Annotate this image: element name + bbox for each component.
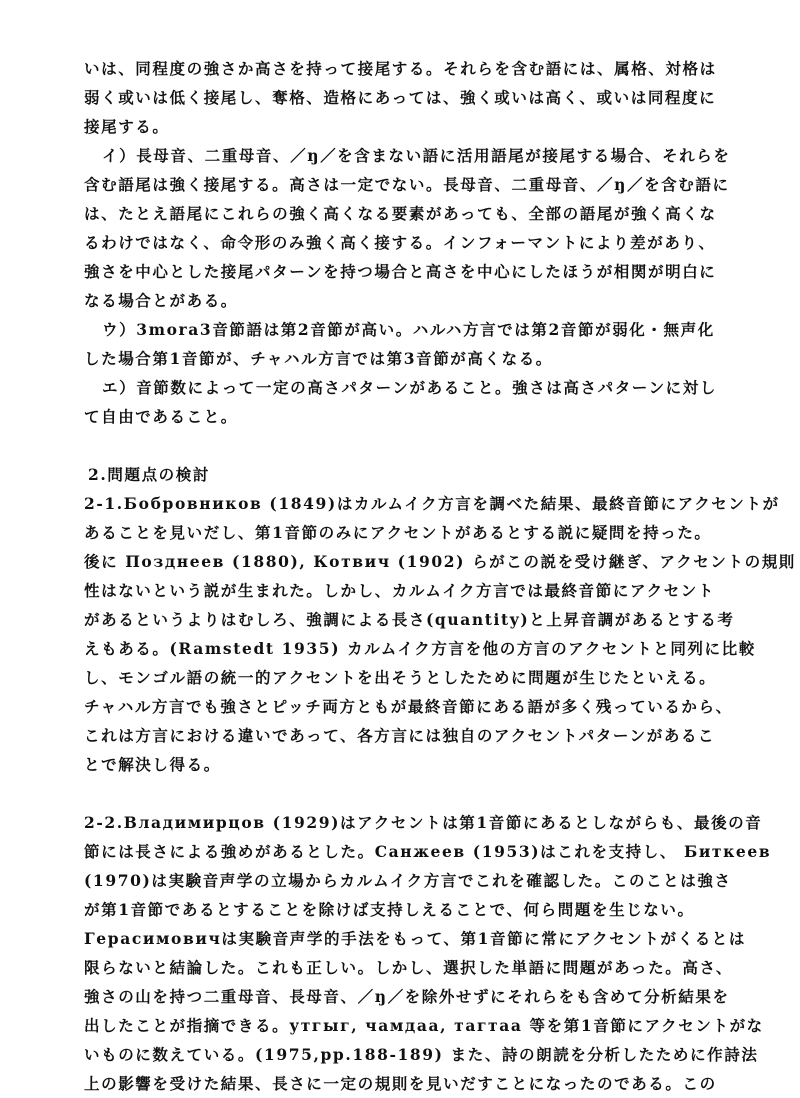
- spacer: [84, 779, 784, 808]
- text-line: チャハル方言でも強さとピッチ両方ともが最終音節にある語が多く残っているから、: [84, 697, 733, 716]
- spacer: [84, 431, 784, 460]
- text-line: えもある。(Ramstedt 1935) カルムイク方言を他の方言のアクセントと同列に比較: [84, 639, 756, 658]
- text-line: 接尾する。: [84, 117, 170, 136]
- text-line: あることを見いだし、第1音節のみにアクセントがあるとする説に疑問を持った。: [84, 523, 712, 542]
- text-line: 節には長さによる強めがあるとした。Санжеев (1953)はこれを支持し、 Биткеев: [84, 842, 772, 861]
- text-line: イ）長母音、二重母音、／ŋ／を含まない語に活用語尾が接尾する場合、それらを: [102, 146, 731, 165]
- text-line: とで解決し得る。: [84, 755, 221, 774]
- text-line: なる場合とがある。: [84, 291, 238, 310]
- text-line: は、たとえ語尾にこれらの強く高くなる要素があっても、全部の語尾が強く高くな: [84, 204, 717, 223]
- section-heading: 2.問題点の検討: [88, 465, 210, 484]
- text-line: 弱く或いは低く接尾し、奪格、造格にあっては、強く或いは高く、或いは同程度に: [84, 88, 717, 107]
- text-line: いものに数えている。(1975,pp.188-189) また、詩の朗読を分析したために作詩法: [84, 1045, 759, 1064]
- section-2-2-paragraph: [84, 808, 784, 1098]
- text-line: した場合第1音節が、チャハル方言では第3音節が高くなる。: [84, 349, 553, 368]
- text-line: て自由であること。: [84, 407, 238, 426]
- item-u-paragraph: [84, 315, 784, 373]
- text-line: 出したことが指摘できる。утгыг, чамдаа, тагтаа 等を第1音節にアクセントがな: [84, 1016, 764, 1035]
- text-line: 上の影響を受けた結果、長さに一定の規則を見いだすことになったのである。この: [84, 1074, 717, 1093]
- text-line: 限らないと結論した。これも正しい。しかし、選択した単語に問題があった。高さ、: [84, 958, 734, 977]
- text-line: Герасимовичは実験音声学的手法をもって、第1音節に常にアクセントがくるとは: [84, 929, 747, 948]
- text-line: し、モンゴル語の統一的アクセントを出そうとしたために問題が生じたといえる。: [84, 668, 717, 687]
- text-line: 性はないという説が生まれた。しかし、カルムイク方言では最終音節にアクセント: [84, 581, 715, 600]
- text-line: これは方言における違いであって、各方言には独自のアクセントパターンがあるこ: [84, 726, 716, 745]
- item-i-paragraph: [84, 141, 784, 315]
- text-line: があるというよりはむしろ、強調による長さ(quantity)と上昇音調があるとする考: [84, 610, 735, 629]
- text-line: 後に Позднеев (1880), Котвич (1902) らがこの説を受け継ぎ、アクセントの規則: [84, 552, 796, 571]
- text-line: 2-2.Владимирцов (1929)はアクセントは第1音節にあるとしながらも、最後の音: [84, 813, 763, 832]
- text-line: 含む語尾は強く接尾する。高さは一定でない。長母音、二重母音、／ŋ／を含む語に: [84, 175, 730, 194]
- text-line: いは、同程度の強さか高さを持って接尾する。それらを含む語には、属格、対格は: [84, 59, 717, 78]
- text-line: エ）音節数によって一定の高さパターンがあること。強さは高さパターンに対し: [102, 378, 717, 397]
- text-line: ウ）3mora3音節語は第2音節が高い。ハルハ方言では第2音節が弱化・無声化: [102, 320, 715, 339]
- text-line: (1970)は実験音声学の立場からカルムイク方言でこれを確認した。このことは強さ: [84, 871, 732, 890]
- document-page: [84, 54, 796, 1098]
- item-e-paragraph: [84, 373, 784, 431]
- text-line: 2-1.Бобровников (1849)はカルムイク方言を調べた結果、最終音節にアクセントが: [84, 494, 780, 513]
- section-2-1-paragraph: [84, 489, 796, 779]
- text-line: 強さを中心とした接尾パターンを持つ場合と高さを中心にしたほうが相関が明白に: [84, 262, 717, 281]
- text-line: 強さの山を持つ二重母音、長母音、／ŋ／を除外せずにそれらをも含めて分析結果を: [84, 987, 730, 1006]
- text-line: が第1音節であるとすることを除けば支持しえることで、何ら問題を生じない。: [84, 900, 695, 919]
- text-line: るわけではなく、命令形のみ強く高く接する。インフォーマントにより差があり、: [84, 233, 716, 252]
- intro-paragraph: [84, 54, 784, 141]
